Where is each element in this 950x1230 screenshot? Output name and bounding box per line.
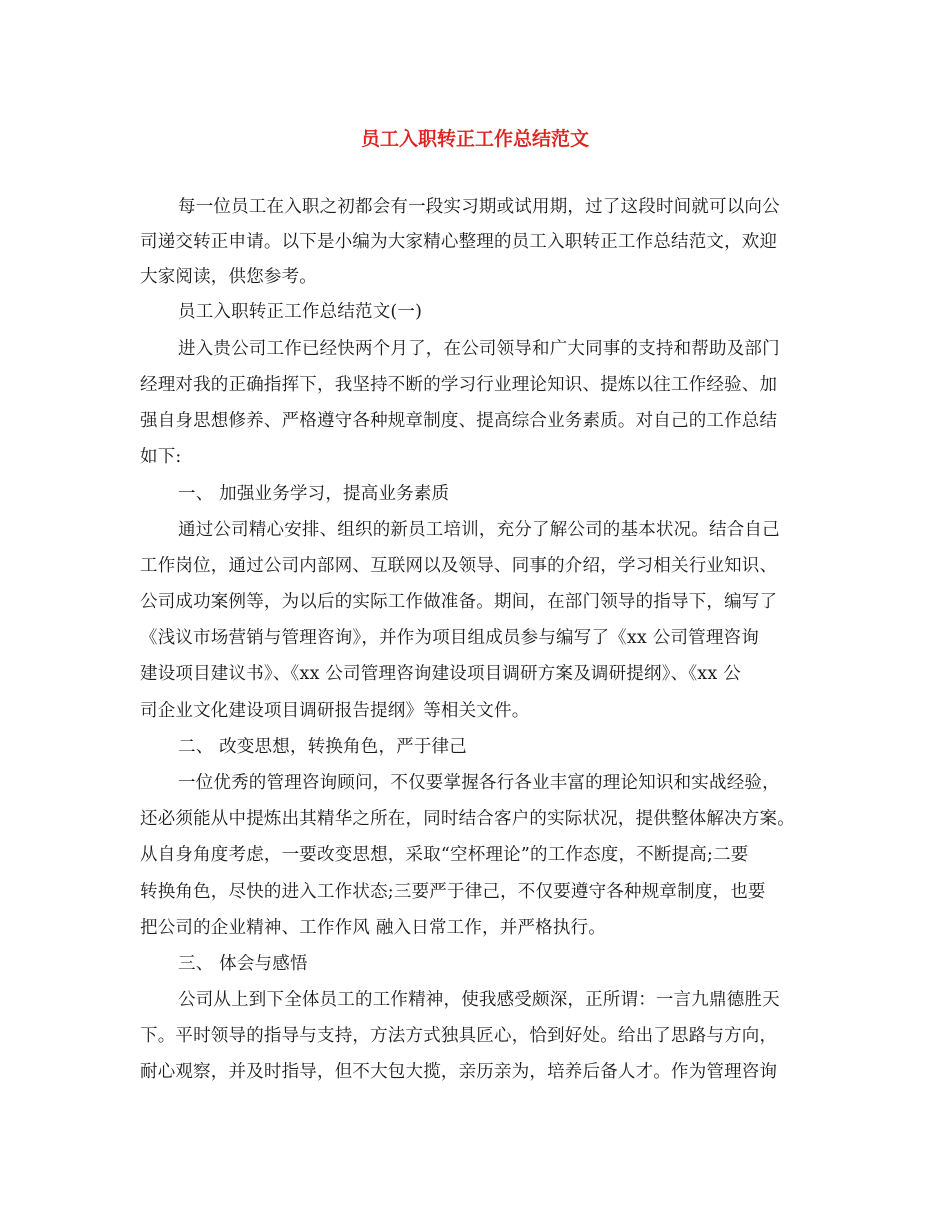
section-heading: 一、 加强业务学习，提高业务素质: [178, 484, 450, 504]
section-heading: 三、 体会与感悟: [178, 954, 308, 974]
paragraph-line: 转换角色，尽快的进入工作状态;三要严于律己，不仅要遵守各种规章制度，也要: [140, 882, 766, 902]
paragraph-line: 司企业文化建设项目调研报告提纲》等相关文件。: [140, 701, 530, 721]
paragraph-line: 进入贵公司工作已经快两个月了，在公司领导和广大同事的支持和帮助及部门: [178, 339, 780, 359]
paragraph-line: 每一位员工在入职之初都会有一段实习期或试用期，过了这段时间就可以向公: [178, 197, 780, 217]
paragraph-line: 下。平时领导的指导与支持，方法方式独具匠心，恰到好处。给出了思路与方向，: [140, 1026, 778, 1046]
paragraph-line: 强自身思想修养、严格遵守各种规章制度、提高综合业务素质。对自己的工作总结: [140, 411, 778, 431]
paragraph-line: 耐心观察，并及时指导，但不大包大揽，亲历亲为，培养后备人才。作为管理咨询: [140, 1062, 778, 1082]
paragraph-line: 大家阅读，供您参考。: [140, 267, 317, 287]
paragraph-line: 公司从上到下全体员工的工作精神，使我感受颇深，正所谓：一言九鼎德胜天: [178, 990, 780, 1010]
paragraph-line: 一位优秀的管理咨询顾问，不仅要掌握各行各业丰富的理论知识和实战经验，: [178, 773, 780, 793]
paragraph-line: 从自身角度考虑，一要改变思想，采取“空杯理论”的工作态度，不断提高;二要: [140, 845, 749, 865]
paragraph-line: 建设项目建议书》、《xx 公司管理咨询建设项目调研方案及调研提纲》、《xx 公: [140, 664, 741, 684]
document-title: 员工入职转正工作总结范文: [360, 128, 589, 150]
paragraph-line: 《浅议市场营销与管理咨询》，并作为项目组成员参与编写了《xx 公司管理咨询: [140, 628, 759, 648]
paragraph-line: 通过公司精心安排、组织的新员工培训，充分了解公司的基本状况。结合自己: [178, 520, 780, 540]
paragraph-line: 工作岗位，通过公司内部网、互联网以及领导、同事的介绍，学习相关行业知识、: [140, 556, 778, 576]
paragraph-line: 还必须能从中提炼出其精华之所在，同时结合客户的实际状况，提供整体解决方案。: [140, 809, 795, 829]
paragraph-line: 司递交转正申请。以下是小编为大家精心整理的员工入职转正工作总结范文，欢迎: [140, 232, 778, 252]
paragraph-line: 公司成功案例等，为以后的实际工作做准备。期间，在部门领导的指导下，编写了: [140, 592, 778, 612]
paragraph-line: 经理对我的正确指挥下，我坚持不断的学习行业理论知识、提炼以往工作经验、加: [140, 375, 778, 395]
paragraph-line: 如下:: [140, 447, 182, 467]
section-heading: 员工入职转正工作总结范文(一): [178, 302, 423, 322]
paragraph-line: 把公司的企业精神、工作作风 融入日常工作，并严格执行。: [140, 918, 606, 938]
section-heading: 二、 改变思想，转换角色，严于律己: [178, 737, 467, 757]
